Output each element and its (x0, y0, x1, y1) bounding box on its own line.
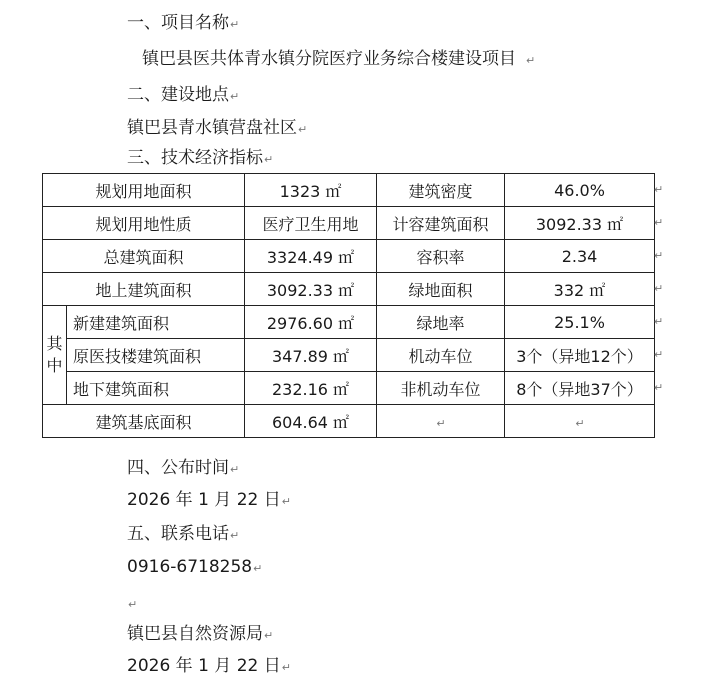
publish-date (127, 489, 291, 513)
paragraph-mark-icon: ↵ (230, 463, 240, 476)
paragraph-mark-icon: ↵ (281, 495, 291, 508)
table-label-cell: 新建建筑面积 (67, 306, 245, 339)
section-1-heading-text: 一、项目名称 (127, 13, 229, 33)
row-end-mark-icon: ↵ (654, 282, 664, 295)
table-label-cell (377, 405, 505, 438)
section-3-heading-text: 三、技术经济指标 (127, 148, 263, 168)
table-value-cell: 232.16 ㎡ (245, 372, 377, 405)
table-value-cell: 25.1% (505, 306, 655, 339)
qizhong-label: 其中 (46, 334, 63, 375)
table-value-cell: 3324.49 ㎡ (245, 240, 377, 273)
table-value-cell: 8个（异地37个） (505, 372, 655, 405)
table-value-cell: 3092.33 ㎡ (505, 207, 655, 240)
table-label-cell: 非机动车位 (377, 372, 505, 405)
table-value-cell: 2.34 (505, 240, 655, 273)
project-name (142, 48, 535, 72)
row-end-mark-icon: ↵ (654, 381, 664, 394)
section-1-heading (127, 12, 239, 36)
section-5-heading-text: 五、联系电话 (127, 524, 229, 544)
table-value-cell: 2976.60 ㎡ (245, 306, 377, 339)
paragraph-mark-icon: ↵ (436, 416, 446, 430)
table-row (43, 273, 655, 306)
qizhong-label-cell (43, 306, 67, 405)
table-value-cell: 3092.33 ㎡ (245, 273, 377, 306)
sign-date-text: 2026 年 1 月 22 日 (127, 656, 281, 676)
tech-econ-table (42, 173, 655, 438)
paragraph-mark-icon: ↵ (281, 661, 291, 674)
section-4-heading (127, 457, 239, 481)
table-label-cell: 总建筑面积 (43, 240, 245, 273)
table-row (43, 339, 655, 372)
row-end-mark-icon: ↵ (654, 348, 664, 361)
table-value-cell: 医疗卫生用地 (245, 207, 377, 240)
table-row (43, 174, 655, 207)
issuer-text: 镇巴县自然资源局 (127, 624, 263, 644)
table-label-cell: 绿地率 (377, 306, 505, 339)
location (127, 117, 307, 141)
publish-date-text: 2026 年 1 月 22 日 (127, 490, 281, 510)
paragraph-mark-icon: ↵ (230, 18, 240, 31)
table-value-cell: 46.0% (505, 174, 655, 207)
issuer (127, 623, 273, 647)
paragraph-mark-icon: ↵ (298, 123, 308, 136)
table-row (43, 405, 655, 438)
table-value-cell: 1323 ㎡ (245, 174, 377, 207)
table-row (43, 207, 655, 240)
project-name-text: 镇巴县医共体青水镇分院医疗业务综合楼建设项目 (142, 49, 516, 69)
table-label-cell: 规划用地性质 (43, 207, 245, 240)
table-value-cell: 332 ㎡ (505, 273, 655, 306)
table-value-cell: 3个（异地12个） (505, 339, 655, 372)
table-value-cell (505, 405, 655, 438)
table-label-cell: 容积率 (377, 240, 505, 273)
paragraph-mark-icon: ↵ (575, 416, 585, 430)
table-value-cell: 604.64 ㎡ (245, 405, 377, 438)
table-label-cell: 规划用地面积 (43, 174, 245, 207)
blank-line (127, 592, 137, 616)
paragraph-mark-icon: ↵ (526, 54, 536, 67)
row-end-mark-icon: ↵ (654, 249, 664, 262)
table-label-cell: 绿地面积 (377, 273, 505, 306)
section-2-heading (127, 84, 239, 108)
location-text: 镇巴县青水镇营盘社区 (127, 118, 297, 138)
row-end-mark-icon: ↵ (654, 216, 664, 229)
table-label-cell: 建筑基底面积 (43, 405, 245, 438)
table-value-cell: 347.89 ㎡ (245, 339, 377, 372)
table-label-cell: 原医技楼建筑面积 (67, 339, 245, 372)
table-label-cell: 机动车位 (377, 339, 505, 372)
section-4-heading-text: 四、公布时间 (127, 458, 229, 478)
phone-text: 0916-6718258 (127, 557, 253, 577)
section-5-heading (127, 523, 239, 547)
row-end-mark-icon: ↵ (654, 315, 664, 328)
section-3-heading (127, 147, 273, 171)
phone (127, 556, 262, 580)
paragraph-mark-icon: ↵ (230, 529, 240, 542)
paragraph-mark-icon: ↵ (253, 562, 263, 575)
sign-date (127, 655, 291, 679)
paragraph-mark-icon: ↵ (264, 153, 274, 166)
table-row (43, 240, 655, 273)
paragraph-mark-icon: ↵ (264, 629, 274, 642)
table-row (43, 372, 655, 405)
paragraph-mark-icon: ↵ (128, 598, 138, 611)
table-row (43, 306, 655, 339)
section-2-heading-text: 二、建设地点 (127, 85, 229, 105)
row-end-mark-icon: ↵ (654, 183, 664, 196)
table-label-cell: 建筑密度 (377, 174, 505, 207)
table-label-cell: 地上建筑面积 (43, 273, 245, 306)
table-label-cell: 地下建筑面积 (67, 372, 245, 405)
table-label-cell: 计容建筑面积 (377, 207, 505, 240)
paragraph-mark-icon: ↵ (230, 90, 240, 103)
